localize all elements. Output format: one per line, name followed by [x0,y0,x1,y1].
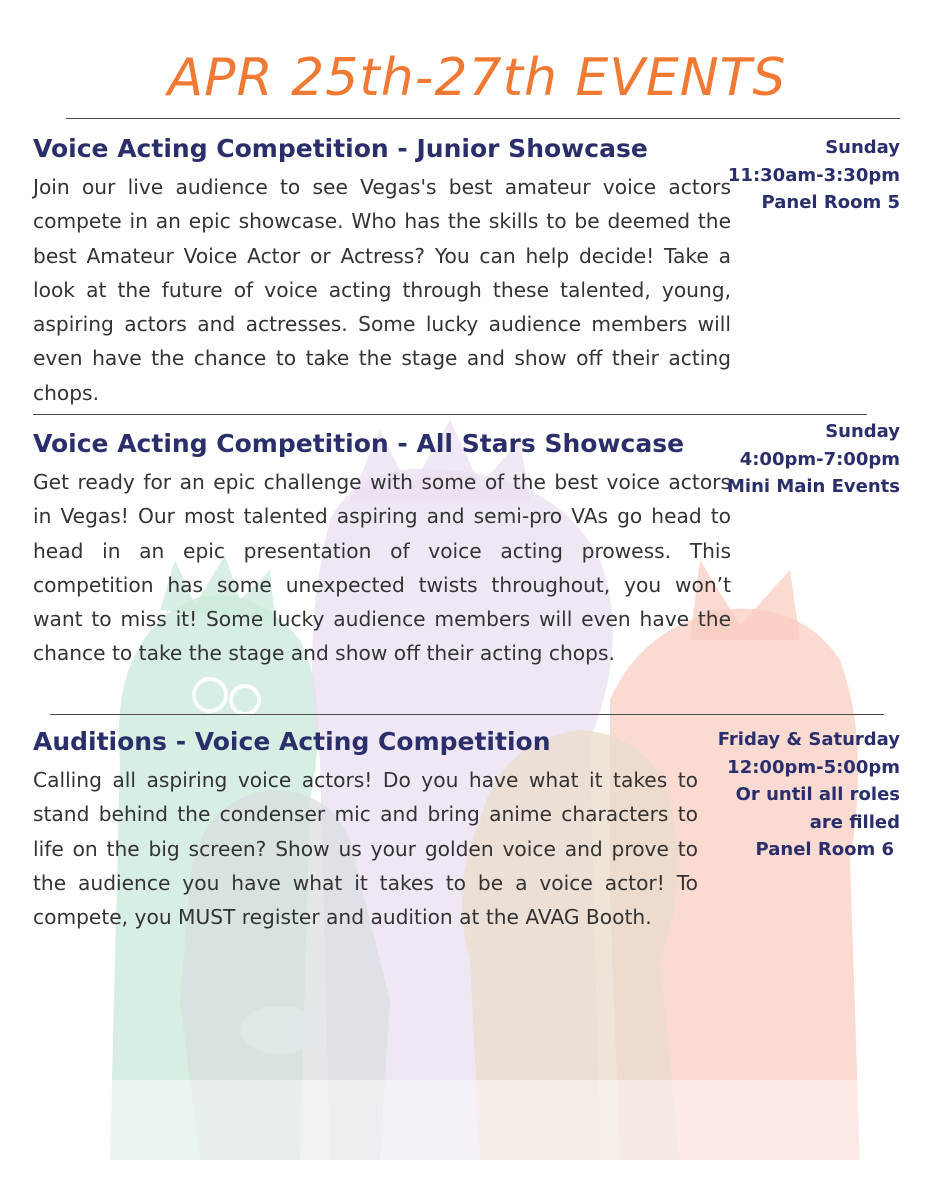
event-location: Panel Room 5 [761,192,900,213]
event-junior-showcase [33,134,731,410]
event-day: Friday & Saturday [717,729,900,750]
grey-character-hand [240,1006,320,1054]
event-note: Or until all roles [735,784,900,805]
event-description: Join our live audience to see Vegas's best amateur voice actors compete in an epic showcase. Who has the skills to be deemed the best Amateur Voice Actor or Actress? You can help decide! Take a look at the future of voice acting through these talented, young, aspiring actors and actresses. Some lucky audience members will even have the chance to take the stage and show off their acting chops. [33,175,731,405]
event-time: 4:00pm-7:00pm [739,448,900,470]
event-all-stars-showcase [33,429,731,671]
page-title: APR 25th-27th EVENTS [167,48,787,108]
event-day: Sunday [825,137,900,158]
event-auditions [33,727,698,934]
event-day: Sunday [825,421,900,442]
section-divider [50,714,884,715]
event-time: 11:30am-3:30pm [727,164,900,186]
event-location: Mini Main Events [726,476,900,497]
event-schedule [728,134,900,217]
event-time: 12:00pm-5:00pm [727,756,900,778]
section-divider [33,414,867,415]
title-divider [66,118,900,119]
event-title: Voice Acting Competition - Junior Showcase [33,134,648,163]
event-schedule [727,418,900,501]
event-location: Panel Room 6 [755,839,894,860]
event-note: are filled [809,811,900,833]
event-schedule [718,726,900,864]
event-title: Voice Acting Competition - All Stars Showcase [33,429,685,458]
event-title: Auditions - Voice Acting Competition [33,727,551,756]
event-description: Get ready for an epic challenge with some of the best voice actors in Vegas! Our most talented aspiring and semi-pro VAs go head to head in an epic presentation of voice acting prowess. This competition has some unexpected twists throughout, you won’t want to miss it! Some lucky audience members will even have the chance to take the stage and show off their acting chops. [33,470,731,666]
event-description: Calling all aspiring voice actors! Do you have what it takes to stand behind the condenser mic and bring anime characters to life on the big screen? Show us your golden voice and prove to the audience you have what it takes to be a voice actor! To compete, you MUST register and audition at the AVAG Booth. [33,768,698,930]
